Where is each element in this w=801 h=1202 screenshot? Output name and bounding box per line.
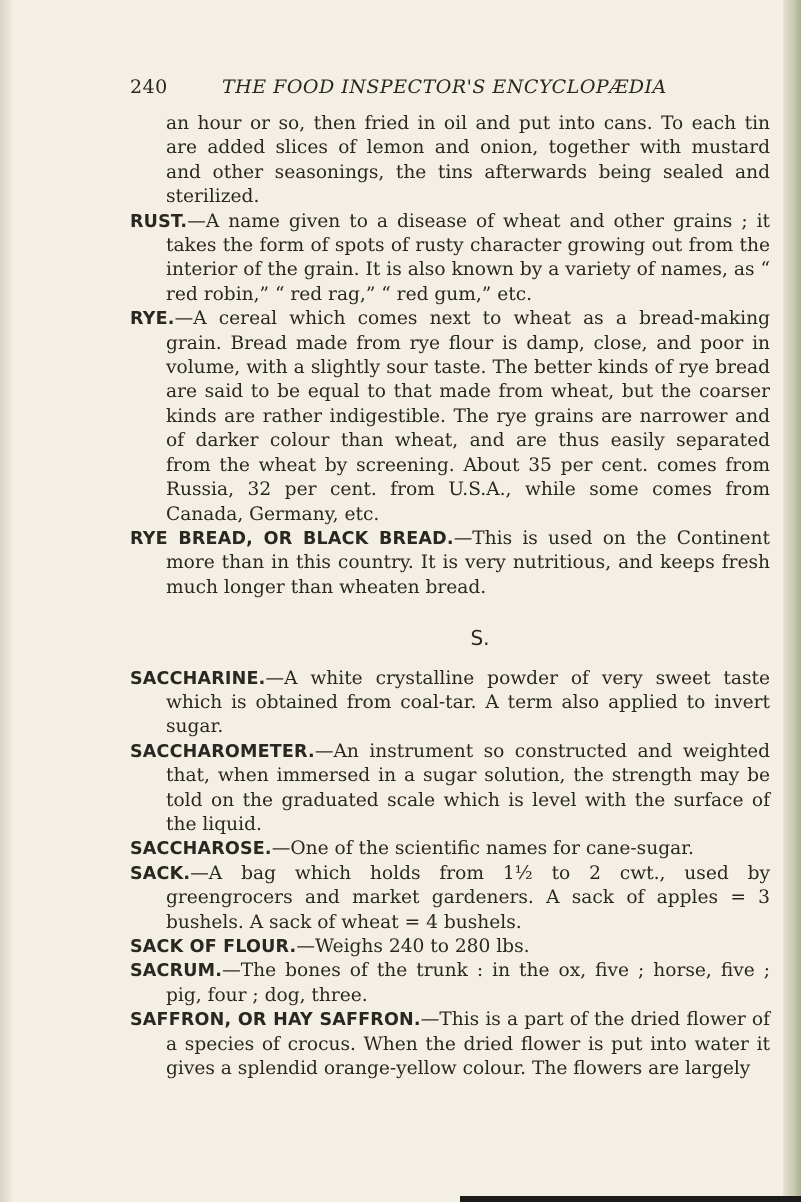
entry-headword: SACCHAROSE.	[130, 839, 272, 860]
running-title: THE FOOD INSPECTOR'S ENCYCLOPÆDIA	[222, 76, 667, 98]
entry-text: —The bones of the trunk : in the ox, five ; horse, five ; pig, four ; dog, three.	[166, 960, 770, 1006]
entry-text: —A white crystalline powder of very sweet taste which is obtained from coal-tar. A term also applied to invert sugar.	[166, 667, 770, 738]
entry-saccharine	[130, 667, 770, 740]
entry-headword: SAFFRON, OR HAY SAFFRON.	[130, 1010, 421, 1031]
entry-saffron	[130, 1008, 770, 1081]
entry-saccharometer	[130, 740, 770, 838]
entry-headword: SACCHARINE.	[130, 668, 266, 689]
entry-text: —An instrument so constructed and weighted that, when immersed in a sugar solution, the strength may be told on the graduated scale which is level with the surface of the liquid.	[166, 740, 770, 835]
entry-rust	[130, 210, 770, 308]
section-letter: S.	[470, 626, 490, 651]
entry-headword: RYE BREAD, OR BLACK BREAD.	[130, 528, 454, 549]
entry-rye-bread	[130, 527, 770, 600]
page-left-edge	[0, 0, 12, 1202]
bottom-rule	[460, 1196, 801, 1202]
entry-headword: SACK OF FLOUR.	[130, 937, 297, 957]
entry-saccharose	[130, 837, 770, 861]
entry-text: —This is a part of the dried flower of a species of crocus. When the dried flower is put into water it gives a splendid orange-yellow colour. The flowers are largely	[166, 1009, 770, 1080]
entry-sack	[130, 862, 770, 935]
entry-text: —A bag which holds from 1½ to 2 cwt., used by greengrocers and market gardeners. A sack of apples = 3 bushels. A sack of wheat = 4 bushels.	[166, 862, 770, 933]
entry-headword: RYE.	[130, 309, 175, 330]
continued-paragraph: an hour or so, then fried in oil and put into cans. To each tin are added slices of lemon and onion, together with mustard and other seasonings, the tins afterwards being sealed and sterilized.	[166, 113, 770, 208]
entry-headword: SACCHAROMETER.	[130, 741, 315, 762]
entry-text: —One of the scientific names for cane-sugar.	[271, 838, 694, 860]
entry-headword: RUST.	[130, 211, 188, 232]
entry-text: —A cereal which comes next to wheat as a bread-making grain. Bread made from rye flour is damp, close, and poor in volume, with a slightly sour taste. The better kinds of rye bread are said to be equal to that made from wheat, but the coarser kinds are rather indigestible. The rye grains are narrower and of darker colour than wheat, and are thus easily separated from the wheat by screening. About 35 per cent. comes from Russia, 32 per cent. from U.S.A., while some comes from Canada, Germany, etc.	[166, 308, 770, 525]
entry-text: —A name given to a disease of wheat and other grains ; it takes the form of spots of rusty character growing out from the interior of the grain. It is also known by a variety of names, as “ red robin,” “ red rag,” “ red gum,” etc.	[166, 210, 770, 305]
entry-sack-of-flour	[130, 935, 770, 959]
page-body	[130, 112, 770, 1081]
entry-text: —This is used on the Continent more than in this country. It is very nutritious, and keeps fresh much longer than wheaten bread.	[166, 527, 770, 598]
entry-sacrum	[130, 959, 770, 1008]
page-number: 240	[130, 76, 168, 98]
entry-rye	[130, 307, 770, 527]
entry-headword: SACRUM.	[130, 961, 223, 982]
entry-headword: SACK.	[130, 863, 191, 884]
page-right-edge	[783, 0, 801, 1202]
entry-text: —Weighs 240 to 280 lbs.	[296, 936, 530, 957]
running-head	[130, 76, 770, 98]
